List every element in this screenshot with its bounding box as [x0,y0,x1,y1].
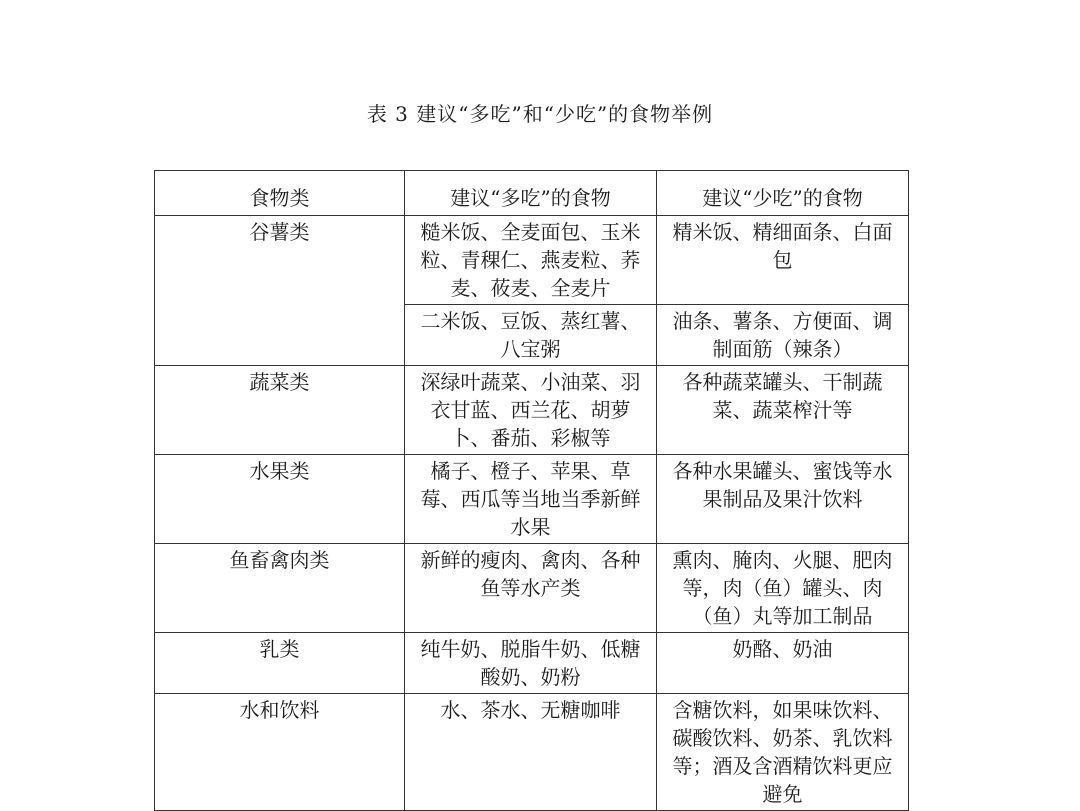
eat-more-cell: 水、茶水、无糖咖啡 [405,694,657,811]
category-cell: 鱼畜禽肉类 [155,544,405,633]
eat-more-cell: 新鲜的瘦肉、禽肉、各种鱼等水产类 [405,544,657,633]
eat-less-cell: 各种水果罐头、蜜饯等水果制品及果汁饮料 [657,455,909,544]
eat-more-cell: 纯牛奶、脱脂牛奶、低糖酸奶、奶粉 [405,633,657,694]
eat-less-cell: 熏肉、腌肉、火腿、肥肉等，肉（鱼）罐头、肉（鱼）丸等加工制品 [657,544,909,633]
eat-less-cell: 奶酪、奶油 [657,633,909,694]
category-cell: 蔬菜类 [155,366,405,455]
eat-more-cell: 糙米饭、全麦面包、玉米粒、青稞仁、燕麦粒、荞麦、莜麦、全麦片 [405,216,657,305]
category-cell: 水果类 [155,455,405,544]
table-row [155,366,909,455]
eat-less-cell: 精米饭、精细面条、白面包 [657,216,909,305]
eat-less-cell: 含糖饮料，如果味饮料、碳酸饮料、奶茶、乳饮料等；酒及含酒精饮料更应避免 [657,694,909,811]
table-row [155,455,909,544]
eat-more-cell: 深绿叶蔬菜、小油菜、羽衣甘蓝、西兰花、胡萝卜、番茄、彩椒等 [405,366,657,455]
eat-less-cell: 各种蔬菜罐头、干制蔬菜、蔬菜榨汁等 [657,366,909,455]
category-cell: 乳类 [155,633,405,694]
table-row [155,216,909,305]
category-cell: 谷薯类 [155,216,405,366]
table-header-row [155,171,909,216]
food-table [154,170,909,811]
table-row [155,694,909,811]
header-eat-less: 建议“少吃”的食物 [657,171,909,216]
table-caption: 表 3 建议“多吃”和“少吃”的食物举例 [366,102,714,126]
category-cell: 水和饮料 [155,694,405,811]
header-eat-more: 建议“多吃”的食物 [405,171,657,216]
eat-less-cell: 油条、薯条、方便面、调制面筋（辣条） [657,305,909,366]
eat-more-cell: 二米饭、豆饭、蒸红薯、八宝粥 [405,305,657,366]
header-category: 食物类 [155,171,405,216]
eat-more-cell: 橘子、橙子、苹果、草莓、西瓜等当地当季新鲜水果 [405,455,657,544]
table-row [155,633,909,694]
table-row [155,544,909,633]
